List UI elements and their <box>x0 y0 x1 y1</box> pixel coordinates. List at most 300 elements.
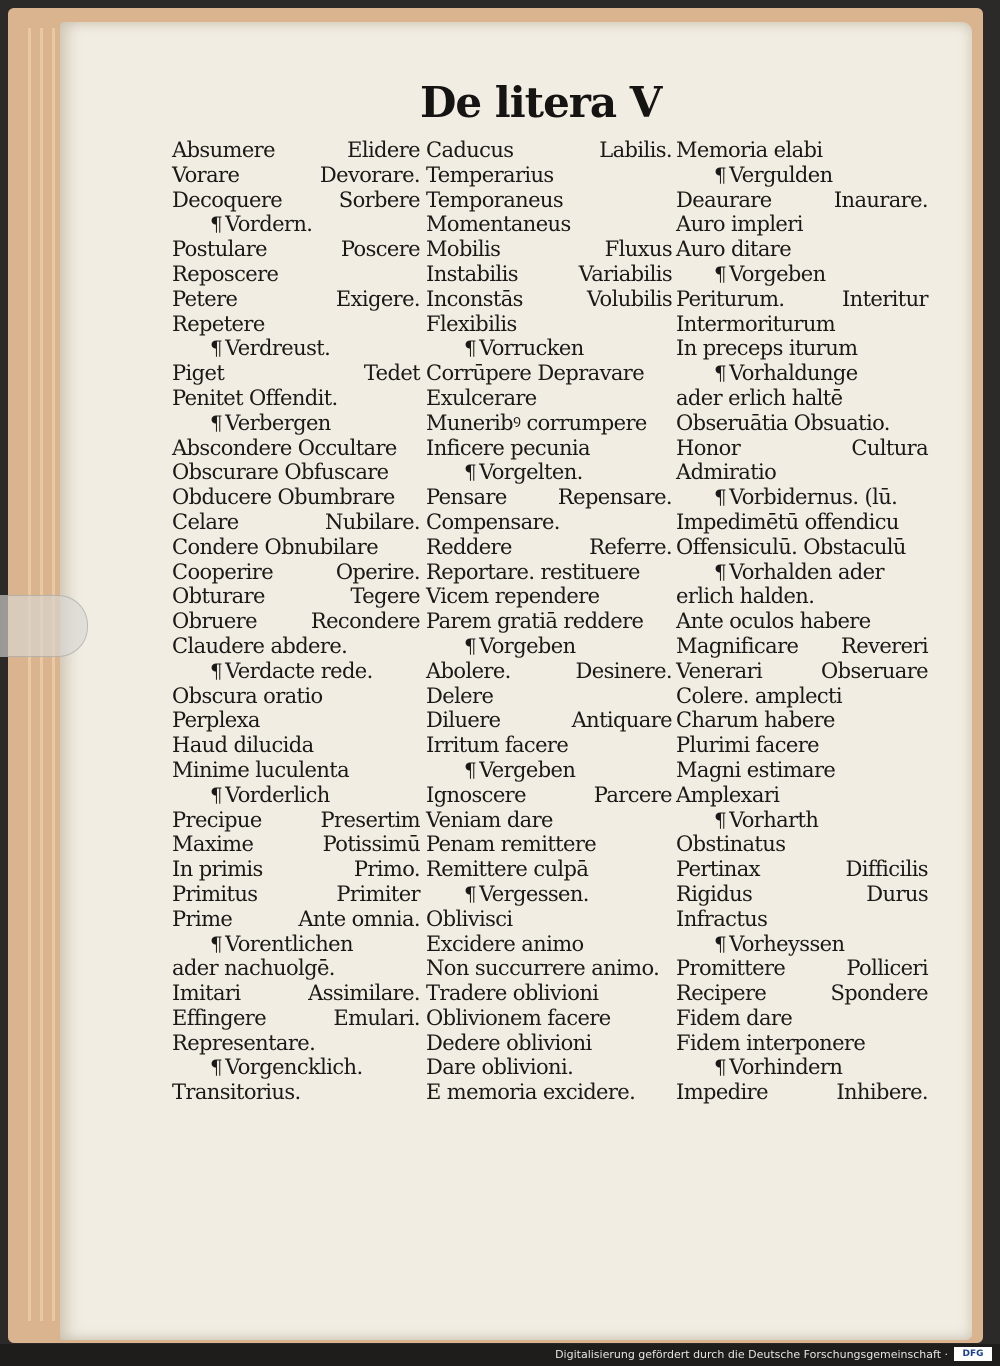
entry-word: Polliceri <box>846 956 928 981</box>
entry-line <box>426 907 672 932</box>
entry-line <box>676 832 928 857</box>
entry-word: Recipere <box>676 981 767 1006</box>
entry-line <box>172 262 420 287</box>
entry-word: Repetere <box>172 311 265 336</box>
subheading-word: Vorhalden ader <box>729 559 884 584</box>
entry-word: Inaurare. <box>833 187 928 212</box>
entry-line <box>426 808 672 833</box>
entry-word: Reportare. restituere <box>426 559 640 584</box>
entry-word: Momentaneus <box>426 212 571 237</box>
entry-line <box>676 386 928 411</box>
entry-line <box>676 783 928 808</box>
entry-word: Irritum facere <box>426 733 569 758</box>
entry-line <box>676 510 928 535</box>
entry-word: Venerari <box>676 658 763 683</box>
subheading-word: Vergeben <box>479 757 576 782</box>
glossary-column-2 <box>426 138 672 1105</box>
entry-word: Delere <box>426 683 494 708</box>
pilcrow-icon: ¶ <box>464 757 477 782</box>
entry-line <box>172 312 420 337</box>
entry-word: Piget <box>172 361 225 386</box>
entry-word: Muneribꝰ corrumpere <box>426 410 647 435</box>
entry-line <box>426 560 672 585</box>
entry-word: Pensare <box>426 485 507 510</box>
pilcrow-icon: ¶ <box>714 485 727 510</box>
entry-line <box>172 510 420 535</box>
entry-word: Temperarius <box>426 162 554 187</box>
entry-line <box>172 436 420 461</box>
entry-line <box>172 1080 420 1105</box>
entry-word: Fidem interponere <box>676 1030 866 1055</box>
pilcrow-icon: ¶ <box>714 162 727 187</box>
entry-word: Magnificare <box>676 633 799 658</box>
entry-line <box>426 163 672 188</box>
entry-word: Parem gratiā reddere <box>426 609 644 634</box>
entry-word: Obscurare Obfuscare <box>172 460 389 485</box>
entry-word: Petere <box>172 286 238 311</box>
entry-line <box>426 485 672 510</box>
pilcrow-icon: ¶ <box>464 633 477 658</box>
entry-word: Vicem rependere <box>426 584 600 609</box>
entry-line <box>172 138 420 163</box>
entry-word: Obscura oratio <box>172 683 323 708</box>
subheading-line <box>426 336 672 361</box>
subheading-line <box>676 485 928 510</box>
glossary-column-3 <box>676 138 928 1105</box>
entry-word: Volubilis <box>586 286 672 311</box>
entry-word: Nubilare. <box>324 509 420 534</box>
subheading-line <box>676 163 928 188</box>
entry-line <box>172 609 420 634</box>
entry-line <box>676 733 928 758</box>
entry-word: Presertim <box>320 807 420 832</box>
subheading-line <box>426 882 672 907</box>
subheading-word: Vorrucken <box>479 336 584 361</box>
entry-line <box>426 386 672 411</box>
entry-word: Charum habere <box>676 708 835 733</box>
subheading-word: Vorhaldunge <box>729 361 858 386</box>
entry-word: Recondere <box>310 609 420 634</box>
entry-word: Instabilis <box>426 261 518 286</box>
pilcrow-icon: ¶ <box>210 931 223 956</box>
entry-word: Promittere <box>676 956 786 981</box>
entry-word: Temporaneus <box>426 187 564 212</box>
entry-line <box>426 981 672 1006</box>
entry-word: Amplexari <box>676 782 780 807</box>
entry-word: Fidem dare <box>676 1005 793 1030</box>
entry-line <box>676 237 928 262</box>
entry-word: Ante omnia. <box>298 906 420 931</box>
subheading-word: Vorbidernus. (lū. <box>729 485 898 510</box>
entry-word: Minime luculenta <box>172 757 350 782</box>
entry-word: Remittere culpā <box>426 857 589 882</box>
entry-line <box>676 312 928 337</box>
entry-word: Periturum. <box>676 286 785 311</box>
entry-line <box>426 287 672 312</box>
entry-line <box>676 708 928 733</box>
entry-word: Tegere <box>350 584 420 609</box>
dfg-logo: DFG <box>954 1347 992 1361</box>
entry-word: Memoria elabi <box>676 138 823 162</box>
entry-word: Postulare <box>172 237 267 262</box>
subheading-line <box>676 1055 928 1080</box>
pilcrow-icon: ¶ <box>714 261 727 286</box>
page-heading: De litera V <box>420 78 662 127</box>
pilcrow-icon: ¶ <box>210 782 223 807</box>
pilcrow-icon: ¶ <box>210 1055 223 1080</box>
entry-word: Primitus <box>172 881 258 906</box>
entry-word: Pertinax <box>676 857 760 882</box>
subheading-word: Vorheyssen <box>729 931 845 956</box>
entry-word: Colere. amplecti <box>676 683 843 708</box>
entry-word: Inficere pecunia <box>426 435 590 460</box>
page-edge-line <box>52 28 55 1321</box>
entry-word: Infractus <box>676 906 768 931</box>
entry-line <box>172 560 420 585</box>
entry-word: Magni estimare <box>676 757 836 782</box>
entry-word: Decoquere <box>172 187 283 212</box>
subheading-line <box>676 361 928 386</box>
entry-word: Potissimū <box>322 832 420 857</box>
subheading-line <box>676 262 928 287</box>
entry-word: Cooperire <box>172 559 274 584</box>
subheading-word: Vorgencklich. <box>225 1055 363 1080</box>
entry-word: Obturare <box>172 584 265 609</box>
entry-word: Prime <box>172 906 233 931</box>
entry-line <box>426 237 672 262</box>
entry-word: ader erlich haltē <box>676 385 843 410</box>
entry-line <box>426 932 672 957</box>
entry-line <box>676 138 928 163</box>
funding-note: Digitalisierung gefördert durch die Deutsche Forschungsgemeinschaft · <box>555 1348 948 1361</box>
entry-line <box>676 287 928 312</box>
entry-word: Assimilare. <box>308 981 420 1006</box>
entry-line <box>426 783 672 808</box>
pilcrow-icon: ¶ <box>464 336 477 361</box>
entry-line <box>172 188 420 213</box>
entry-word: Effingere <box>172 1005 267 1030</box>
entry-word: Inconstās <box>426 286 523 311</box>
entry-word: Rigidus <box>676 881 753 906</box>
entry-word: Fluxus <box>604 237 672 262</box>
entry-line <box>172 1031 420 1056</box>
entry-word: Claudere abdere. <box>172 633 348 658</box>
entry-word: Impedimētū offendicu <box>676 509 899 534</box>
entry-word: Penam remittere <box>426 832 597 857</box>
entry-line <box>426 510 672 535</box>
entry-line <box>172 907 420 932</box>
entry-word: Durus <box>866 881 928 906</box>
entry-word: Ignoscere <box>426 782 526 807</box>
subheading-line <box>676 560 928 585</box>
entry-word: Precipue <box>172 807 262 832</box>
entry-word: In primis <box>172 857 263 882</box>
entry-word: Deaurare <box>676 187 772 212</box>
entry-line <box>426 857 672 882</box>
entry-word: Absumere <box>172 138 275 162</box>
entry-word: Compensare. <box>426 509 560 534</box>
entry-line <box>676 535 928 560</box>
subheading-line <box>676 932 928 957</box>
entry-line <box>172 460 420 485</box>
entry-word: Difficilis <box>845 857 928 882</box>
entry-line <box>172 634 420 659</box>
entry-word: ader nachuolgē. <box>172 956 335 981</box>
entry-line <box>172 386 420 411</box>
entry-line <box>426 659 672 684</box>
entry-word: Mobilis <box>426 237 501 262</box>
entry-line <box>426 212 672 237</box>
subheading-line <box>172 932 420 957</box>
entry-word: Exigere. <box>335 286 420 311</box>
entry-line <box>676 659 928 684</box>
entry-word: Honor <box>676 435 741 460</box>
page-clip <box>0 595 88 657</box>
entry-line <box>426 535 672 560</box>
entry-line <box>172 981 420 1006</box>
subheading-word: Verbergen <box>225 410 331 435</box>
entry-word: In preceps iturum <box>676 336 858 361</box>
entry-word: Obruere <box>172 609 257 634</box>
page-edge-line <box>28 28 31 1321</box>
entry-line <box>426 584 672 609</box>
entry-word: Plurimi facere <box>676 733 819 758</box>
subheading-word: Verdreust. <box>225 336 331 361</box>
pilcrow-icon: ¶ <box>714 361 727 386</box>
entry-line <box>426 1080 672 1105</box>
entry-line <box>426 188 672 213</box>
entry-line <box>426 312 672 337</box>
subheading-word: Verdacte rede. <box>225 658 373 683</box>
pilcrow-icon: ¶ <box>210 212 223 237</box>
entry-word: Elidere <box>347 138 420 162</box>
subheading-line <box>172 783 420 808</box>
entry-line <box>172 882 420 907</box>
entry-line <box>172 535 420 560</box>
entry-word: Operire. <box>335 559 420 584</box>
entry-word: Admiratio <box>676 460 777 485</box>
entry-word: Vorare <box>172 162 240 187</box>
entry-line <box>426 138 672 163</box>
entry-word: E memoria excidere. <box>426 1080 636 1105</box>
entry-word: Flexibilis <box>426 311 517 336</box>
subheading-line <box>172 336 420 361</box>
subheading-word: Vorentlichen <box>225 931 353 956</box>
entry-line <box>172 808 420 833</box>
entry-word: Condere Obnubilare <box>172 534 379 559</box>
entry-word: Revereri <box>841 633 928 658</box>
entry-line <box>426 1031 672 1056</box>
subheading-word: Vorderlich <box>225 782 330 807</box>
entry-word: Perplexa <box>172 708 260 733</box>
pilcrow-icon: ¶ <box>714 931 727 956</box>
entry-word: Emulari. <box>333 1005 420 1030</box>
entry-line <box>676 981 928 1006</box>
subheading-line <box>172 212 420 237</box>
entry-word: Sorbere <box>338 187 420 212</box>
entry-line <box>676 336 928 361</box>
entry-line <box>172 708 420 733</box>
entry-word: Referre. <box>589 534 672 559</box>
entry-word: Haud dilucida <box>172 733 314 758</box>
subheading-word: Vorgeben <box>479 633 576 658</box>
subheading-line <box>426 460 672 485</box>
entry-word: Obseruātia Obsuatio. <box>676 410 890 435</box>
entry-line <box>426 708 672 733</box>
entry-line <box>676 411 928 436</box>
entry-line <box>172 485 420 510</box>
entry-word: Tradere oblivioni <box>426 981 599 1006</box>
entry-word: Penitet Offendit. <box>172 385 338 410</box>
entry-line <box>426 733 672 758</box>
entry-word: Dare oblivioni. <box>426 1055 574 1080</box>
entry-word: Caducus <box>426 138 514 162</box>
entry-word: Variabilis <box>578 261 672 286</box>
entry-line <box>676 1031 928 1056</box>
entry-word: Reposcere <box>172 261 279 286</box>
entry-word: Repensare. <box>557 485 672 510</box>
entry-line <box>172 832 420 857</box>
glossary-column-1 <box>172 138 420 1105</box>
pilcrow-icon: ¶ <box>210 336 223 361</box>
entry-line <box>172 1006 420 1031</box>
pilcrow-icon: ¶ <box>210 658 223 683</box>
entry-word: Transitorius. <box>172 1080 301 1105</box>
entry-word: erlich halden. <box>676 584 815 609</box>
entry-line <box>426 609 672 634</box>
entry-word: Tedet <box>363 361 420 386</box>
entry-line <box>676 460 928 485</box>
entry-line <box>676 882 928 907</box>
entry-word: Primiter <box>336 881 420 906</box>
entry-line <box>172 956 420 981</box>
entry-line <box>676 188 928 213</box>
entry-line <box>426 411 672 436</box>
entry-line <box>426 361 672 386</box>
entry-word: Spondere <box>830 981 928 1006</box>
entry-word: Veniam dare <box>426 807 553 832</box>
subheading-word: Vorharth <box>729 807 819 832</box>
entry-line <box>676 584 928 609</box>
entry-word: Labilis. <box>599 138 672 162</box>
entry-line <box>172 857 420 882</box>
entry-line <box>676 956 928 981</box>
entry-word: Representare. <box>172 1030 316 1055</box>
subheading-line <box>172 1055 420 1080</box>
entry-word: Interitur <box>841 286 928 311</box>
entry-word: Auro impleri <box>676 212 803 237</box>
entry-line <box>676 634 928 659</box>
entry-word: Impedire <box>676 1080 768 1105</box>
pilcrow-icon: ¶ <box>714 559 727 584</box>
entry-line <box>426 1006 672 1031</box>
entry-word: Dedere oblivioni <box>426 1030 592 1055</box>
subheading-line <box>676 808 928 833</box>
subheading-word: Vorgeben <box>729 261 826 286</box>
subheading-word: Vordern. <box>225 212 313 237</box>
entry-word: Obducere Obumbrare <box>172 485 395 510</box>
entry-word: Abscondere Occultare <box>172 435 397 460</box>
subheading-line <box>426 634 672 659</box>
entry-line <box>676 1080 928 1105</box>
pilcrow-icon: ¶ <box>714 807 727 832</box>
entry-line <box>676 436 928 461</box>
entry-line <box>172 237 420 262</box>
subheading-word: Vergulden <box>729 162 833 187</box>
entry-line <box>172 584 420 609</box>
footer-bar <box>0 1344 1000 1366</box>
entry-line <box>172 733 420 758</box>
entry-line <box>676 684 928 709</box>
subheading-line <box>426 758 672 783</box>
entry-word: Abolere. <box>426 658 511 683</box>
entry-word: Primo. <box>353 857 420 882</box>
subheading-line <box>172 659 420 684</box>
entry-word: Inhibere. <box>836 1080 928 1105</box>
entry-word: Antiquare <box>571 708 672 733</box>
subheading-line <box>172 411 420 436</box>
entry-word: Oblivisci <box>426 906 513 931</box>
entry-word: Reddere <box>426 534 512 559</box>
entry-line <box>172 163 420 188</box>
entry-word: Maxime <box>172 832 254 857</box>
page-edge-line <box>40 28 43 1321</box>
subheading-word: Vorhindern <box>729 1055 843 1080</box>
entry-line <box>676 212 928 237</box>
entry-word: Celare <box>172 509 239 534</box>
pilcrow-icon: ¶ <box>714 1055 727 1080</box>
entry-word: Poscere <box>340 237 420 262</box>
entry-word: Obstinatus <box>676 832 786 857</box>
entry-word: Obseruare <box>820 658 928 683</box>
entry-word: Corrūpere Depravare <box>426 361 645 386</box>
entry-word: Devorare. <box>319 162 420 187</box>
entry-word: Cultura <box>851 435 928 460</box>
entry-word: Parcere <box>593 782 672 807</box>
entry-word: Ante oculos habere <box>676 609 871 634</box>
entry-word: Imitari <box>172 981 241 1006</box>
entry-word: Diluere <box>426 708 501 733</box>
entry-word: Oblivionem facere <box>426 1005 611 1030</box>
pilcrow-icon: ¶ <box>464 460 477 485</box>
entry-word: Intermoriturum <box>676 311 836 336</box>
entry-line <box>426 832 672 857</box>
entry-line <box>676 758 928 783</box>
entry-line <box>426 436 672 461</box>
entry-line <box>426 684 672 709</box>
entry-word: Desinere. <box>575 658 672 683</box>
subheading-word: Vergessen. <box>479 881 589 906</box>
entry-line <box>426 262 672 287</box>
entry-line <box>426 1055 672 1080</box>
subheading-word: Vorgelten. <box>479 460 583 485</box>
entry-line <box>676 609 928 634</box>
entry-word: Excidere animo <box>426 931 584 956</box>
entry-line <box>172 287 420 312</box>
entry-line <box>676 857 928 882</box>
pilcrow-icon: ¶ <box>464 881 477 906</box>
entry-word: Exulcerare <box>426 385 537 410</box>
entry-line <box>172 684 420 709</box>
entry-line <box>172 758 420 783</box>
entry-line <box>172 361 420 386</box>
pilcrow-icon: ¶ <box>210 410 223 435</box>
entry-word: Non succurrere animo. <box>426 956 660 981</box>
entry-word: Auro ditare <box>676 237 792 262</box>
entry-line <box>426 956 672 981</box>
entry-word: Offensiculū. Obstaculū <box>676 534 906 559</box>
entry-line <box>676 1006 928 1031</box>
